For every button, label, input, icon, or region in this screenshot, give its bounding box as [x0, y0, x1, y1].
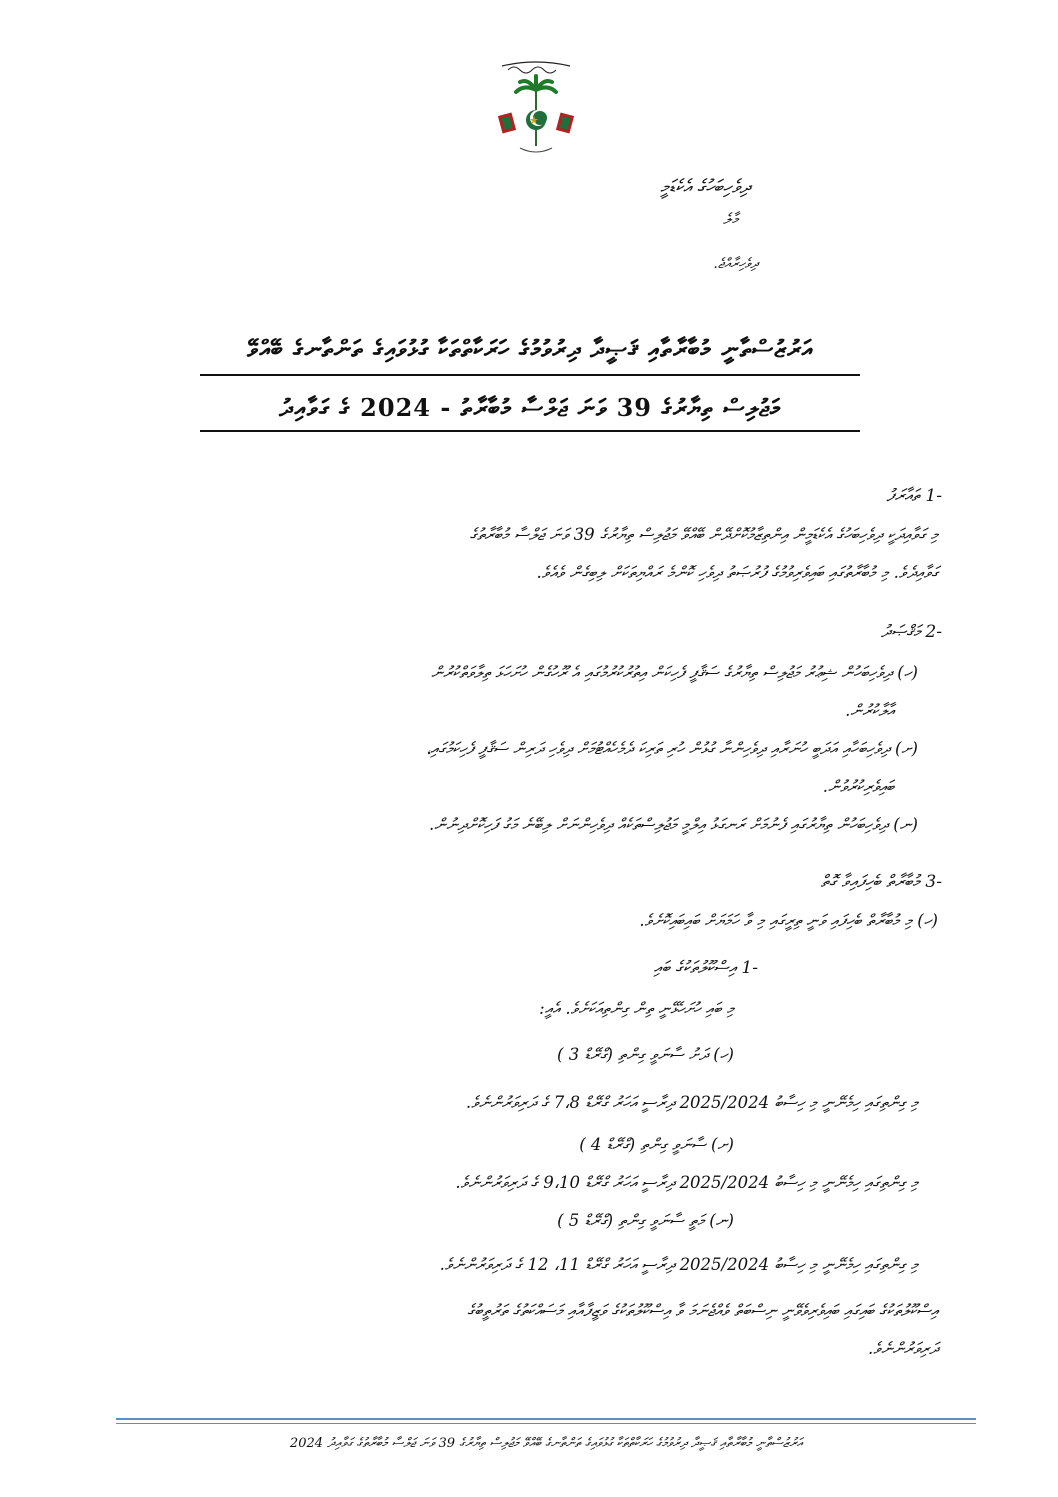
section-title: ތައާރަފު — [886, 486, 921, 506]
list-item — [118, 806, 918, 844]
section-number: -1 — [925, 486, 942, 506]
list-text: ދިވެހިބަހާއި އަދަބީ ހުނަރާއި ދިވެހިންނާ ގުޅުން ހުރި ތަރިކަ ދެމެހެއްޓުމަށް ދިވެހި ދަރިން ސަޤާފީ ފެހިކަމުގައި، — [426, 739, 890, 758]
title-underline-2 — [200, 430, 860, 432]
section-number: -3 — [925, 872, 942, 892]
paragraph-line: އިސްކޫލުތަކުގެ ބައިގައި ބައިވެރިވެވޭނީ ނިސްބަތް ވެއްޖެނަމަ ވާ އިސްކޫލުތަކުގެ ވަޒީފާއާއި މަސައްކަތުގެ ތަރުތީބުގެ — [467, 1301, 938, 1320]
paragraph-line: ގަވާއިދެވެ. މި މުބާރާތުގައި ބައިވެރިވުމުގެ ފުރުޞަތު ދިވެހި ކޮންމެ ރައްޔިތަކަށް ލިބިގެން ވެއެވެ. — [536, 563, 938, 582]
subsection-closing — [118, 1292, 938, 1368]
group-label: (ނ) މަތީ ސާނަވީ ގިންތި (ގްރޭޑް 5 ) — [557, 1211, 734, 1230]
section-title: މަޤްޞަދު — [880, 622, 921, 642]
section-1-text — [118, 516, 938, 592]
list-marker: (ށ) — [895, 739, 918, 758]
group-desc: މި ގިންތިގައި ހިމެނޭނީ މި ހިސާބު 2025/2024 ދިރާސީ އަހަރު ގްރޭޑް 11، 12 ގެ ދަރިވަރުންނެވެ. — [439, 1255, 918, 1274]
paragraph-line: މި ގަވާއިދަކީ ދިވެހިބަހުގެ އެކެޑަމީން އިންތިޒާމުކޮށްދޭން ބޭއްވޭ މަޖުލިސް ތިޔާރުގެ 39 ވަނަ ޖަލްސާ މުބާރާތުގެ — [469, 525, 938, 544]
list-marker: (ނ) — [893, 815, 918, 834]
document-title-line2: މަޖުލިސް ތިޔާރުގެ 39 ވަނަ ޖަލްސާ މުބާރާތު - 2024 ގެ ގަވާއިދު — [279, 393, 781, 422]
city-name: މާލެ — [723, 210, 738, 228]
section-title: މުބާރާތް ބެހިފައިވާ ގޮތް — [820, 872, 921, 892]
footer-rule-1 — [116, 1418, 976, 1420]
section-2-heading — [881, 622, 942, 642]
country-name: ދިވެހިރާއްޖެ. — [713, 256, 758, 272]
subsection-number: -1 — [741, 958, 758, 978]
subsection-1-heading — [654, 958, 758, 978]
section-1-heading — [886, 486, 942, 506]
list-marker: (ހ) — [897, 663, 918, 682]
ministry-name: ދިވެހިބަހުގެ އެކެޑަމީ — [660, 176, 750, 198]
subsection-1-intro: މި ބައި ހުށަހެޅޭނީ ތިން ގިންތިއަކަށެވެ. އެއީ: — [539, 999, 734, 1018]
section-number: -2 — [925, 622, 942, 642]
list-item — [118, 654, 918, 730]
list-text: ދިވެހިބަހުން ތިޔާރުގައި ފެނުމަށް ރަނގަޅު އިލްމީ މަޖުލިސްތަކެއް ދިވެހިންނަށް ލިބޭނެ މަގު ފަހިކޮށްދިނުން. — [428, 815, 888, 834]
group-label: (ހ) ދަށު ސާނަވީ ގިންތި (ގްރޭޑް 3 ) — [557, 1045, 734, 1064]
document-title-line1: އަރުޒުސްތާނީ މުބާރާތާއި ޤަޞީދާ ދިރުވުމުގެ ހަރަކާތްތަކާ ގުޅުވައިގެ ތަންތާނގެ ބޭއްވޭ — [247, 334, 813, 363]
groups-list — [118, 1036, 918, 1284]
group-desc: މި ގިންތިގައި ހިމެނޭނީ މި ހިސާބު 2025/2024 ދިރާސީ އަހަރު ގްރޭޑް 7،8 ގެ ދަރިވަރުންނެވެ. — [465, 1093, 918, 1112]
list-text-cont: ބައިވެރިކުރުވުން. — [822, 777, 894, 796]
paragraph-line: ދަރިވަރުންނެވެ. — [868, 1339, 938, 1358]
list-item — [118, 730, 918, 806]
group-label: (ށ) ސާނަވީ ގިންތި (ގްރޭޑް 4 ) — [579, 1135, 734, 1154]
list-text-cont: އާލާކުރުން. — [845, 701, 894, 720]
footer-text: އަރުޒުސްތާނީ މުބާރާތާއި ޤަޞީދާ ދިރުވުމުގެ ހަރަކާތްތަކާ ގުޅުވައިގެ ތަންތާނގެ ބޭއްވޭ މަޖުލިސް ތިޔާރުގެ 39 ވަނަ ޖަލްސާ މުބާރާތުގެ ގަވާއިދު 2024 — [289, 1436, 803, 1451]
section-3-heading — [821, 872, 942, 892]
section-2-list — [118, 654, 918, 844]
title-underline-1 — [200, 374, 860, 376]
section-3-intro: (ހ) މި މުބާރާތް ބެހިފައި ވަނީ ތިރީގައި މި ވާ ހަމަޔަށް ބައިބައިކޮށެވެ. — [639, 911, 938, 930]
list-text: ދިވެހިބަހުން ޝިޢުރު މަޖުލިސް ތިޔާރުގެ ސަޤާފީ ފެހިކަން އިތުރުކުރުމުގައި އެ ރޫހުގެން ހުށަހަޅަ ތިލާވަތްކުރުން — [431, 663, 893, 682]
subsection-title: އިސްކޫލުތަކުގެ ބައި — [653, 958, 737, 978]
group-desc: މި ގިންތިގައި ހިމެނޭނީ މި ހިސާބު 2025/2024 ދިރާސީ އަހަރު ގްރޭޑް 9،10 ގެ ދަރިވަރުންނެވެ. — [455, 1173, 918, 1192]
footer-rule-2 — [116, 1423, 976, 1424]
state-emblem — [494, 56, 578, 160]
